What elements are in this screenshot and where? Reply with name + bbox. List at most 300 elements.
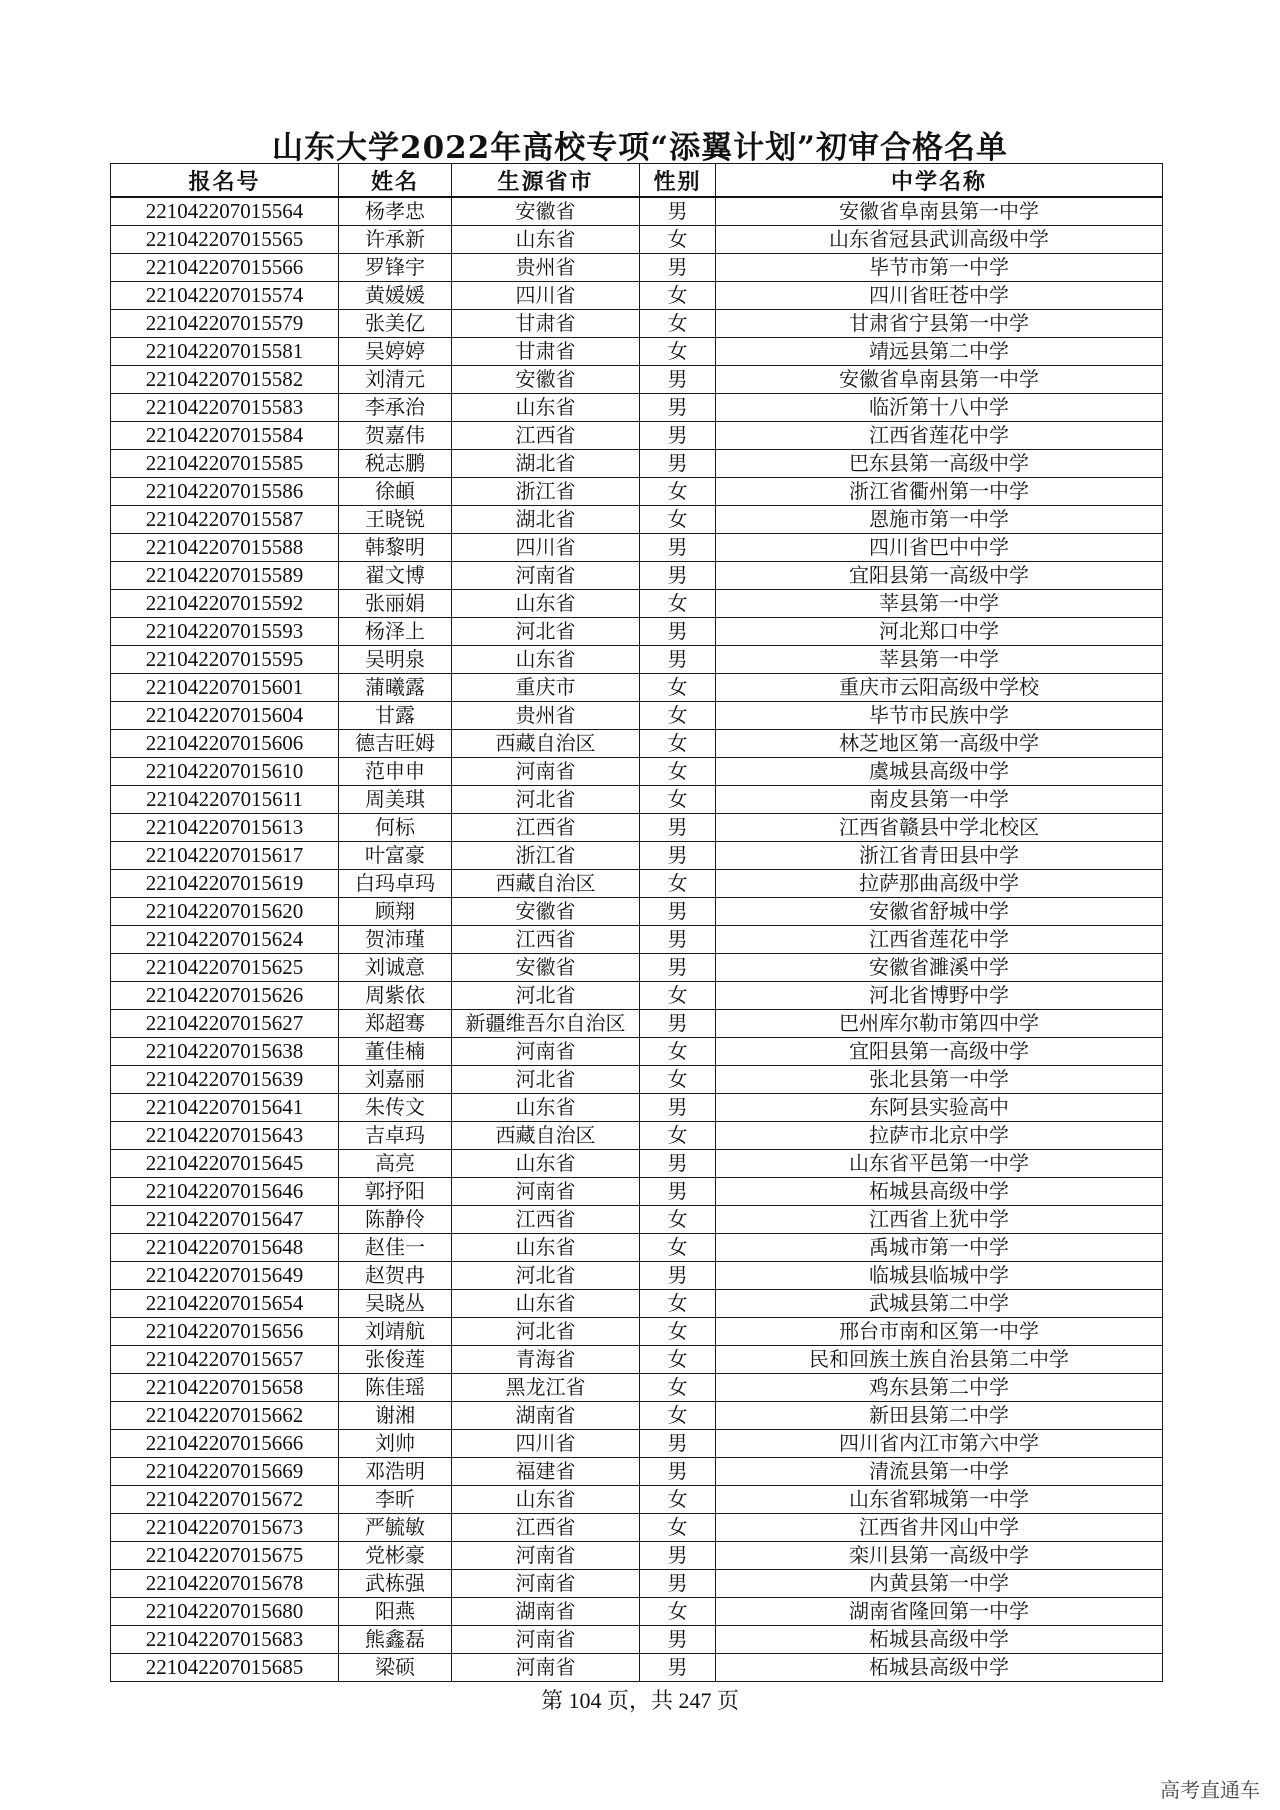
cell-province: 新疆维吾尔自治区 <box>452 1010 640 1038</box>
cell-registration-no: 221042207015627 <box>111 1010 339 1038</box>
table-header-row <box>111 164 1163 198</box>
cell-gender: 女 <box>640 1066 716 1094</box>
cell-province: 山东省 <box>452 590 640 618</box>
cell-name: 梁硕 <box>339 1654 452 1682</box>
cell-name: 税志鹏 <box>339 450 452 478</box>
cell-gender: 女 <box>640 1038 716 1066</box>
watermark: 高考直通车 <box>1160 1778 1260 1802</box>
cell-gender: 男 <box>640 1010 716 1038</box>
cell-registration-no: 221042207015604 <box>111 702 339 730</box>
table-row <box>111 1150 1163 1178</box>
cell-registration-no: 221042207015606 <box>111 730 339 758</box>
cell-registration-no: 221042207015620 <box>111 898 339 926</box>
cell-gender: 女 <box>640 730 716 758</box>
cell-gender: 女 <box>640 1122 716 1150</box>
cell-school: 安徽省濉溪中学 <box>716 954 1163 982</box>
table-row <box>111 786 1163 814</box>
cell-registration-no: 221042207015678 <box>111 1570 339 1598</box>
cell-school: 安徽省舒城中学 <box>716 898 1163 926</box>
cell-name: 刘诚意 <box>339 954 452 982</box>
table-row <box>111 898 1163 926</box>
cell-school: 安徽省阜南县第一中学 <box>716 197 1163 226</box>
cell-name: 陈静伶 <box>339 1206 452 1234</box>
cell-school: 浙江省青田县中学 <box>716 842 1163 870</box>
cell-province: 河南省 <box>452 758 640 786</box>
table-row <box>111 254 1163 282</box>
table-row <box>111 646 1163 674</box>
cell-school: 宜阳县第一高级中学 <box>716 562 1163 590</box>
cell-school: 鸡东县第二中学 <box>716 1374 1163 1402</box>
cell-registration-no: 221042207015589 <box>111 562 339 590</box>
cell-gender: 女 <box>640 758 716 786</box>
cell-name: 谢湘 <box>339 1402 452 1430</box>
table-row <box>111 590 1163 618</box>
cell-registration-no: 221042207015657 <box>111 1346 339 1374</box>
cell-school: 南皮县第一中学 <box>716 786 1163 814</box>
cell-province: 河南省 <box>452 562 640 590</box>
cell-name: 杨孝忠 <box>339 197 452 226</box>
cell-registration-no: 221042207015588 <box>111 534 339 562</box>
table-row <box>111 1458 1163 1486</box>
table-row <box>111 226 1163 254</box>
cell-name: 吴晓丛 <box>339 1290 452 1318</box>
cell-gender: 男 <box>640 394 716 422</box>
cell-gender: 男 <box>640 1542 716 1570</box>
cell-gender: 男 <box>640 926 716 954</box>
cell-gender: 男 <box>640 1626 716 1654</box>
cell-province: 四川省 <box>452 282 640 310</box>
cell-name: 党彬豪 <box>339 1542 452 1570</box>
cell-name: 罗锋宇 <box>339 254 452 282</box>
table-row <box>111 1010 1163 1038</box>
cell-province: 安徽省 <box>452 366 640 394</box>
cell-school: 河北省博野中学 <box>716 982 1163 1010</box>
cell-name: 邓浩明 <box>339 1458 452 1486</box>
cell-registration-no: 221042207015564 <box>111 197 339 226</box>
cell-school: 靖远县第二中学 <box>716 338 1163 366</box>
cell-school: 林芝地区第一高级中学 <box>716 730 1163 758</box>
cell-school: 恩施市第一中学 <box>716 506 1163 534</box>
cell-province: 河南省 <box>452 1570 640 1598</box>
cell-gender: 女 <box>640 786 716 814</box>
cell-name: 何标 <box>339 814 452 842</box>
cell-name: 严毓敏 <box>339 1514 452 1542</box>
cell-province: 河南省 <box>452 1654 640 1682</box>
cell-name: 董佳楠 <box>339 1038 452 1066</box>
cell-registration-no: 221042207015611 <box>111 786 339 814</box>
table-row <box>111 366 1163 394</box>
cell-registration-no: 221042207015583 <box>111 394 339 422</box>
cell-province: 河北省 <box>452 982 640 1010</box>
table-row <box>111 1514 1163 1542</box>
cell-gender: 女 <box>640 1318 716 1346</box>
cell-province: 河北省 <box>452 1318 640 1346</box>
cell-name: 德吉旺姆 <box>339 730 452 758</box>
cell-school: 拉萨市北京中学 <box>716 1122 1163 1150</box>
table-row <box>111 310 1163 338</box>
cell-registration-no: 221042207015669 <box>111 1458 339 1486</box>
cell-gender: 男 <box>640 450 716 478</box>
cell-registration-no: 221042207015624 <box>111 926 339 954</box>
cell-school: 四川省内江市第六中学 <box>716 1430 1163 1458</box>
cell-province: 河北省 <box>452 1262 640 1290</box>
cell-gender: 男 <box>640 1458 716 1486</box>
table-row <box>111 758 1163 786</box>
cell-province: 山东省 <box>452 226 640 254</box>
cell-school: 四川省巴中中学 <box>716 534 1163 562</box>
table-row <box>111 1318 1163 1346</box>
cell-registration-no: 221042207015592 <box>111 590 339 618</box>
cell-school: 临沂第十八中学 <box>716 394 1163 422</box>
table-row <box>111 814 1163 842</box>
table-row <box>111 478 1163 506</box>
cell-name: 张丽娟 <box>339 590 452 618</box>
cell-province: 山东省 <box>452 1290 640 1318</box>
table-row <box>111 982 1163 1010</box>
cell-province: 贵州省 <box>452 254 640 282</box>
table-row <box>111 1486 1163 1514</box>
table-row <box>111 926 1163 954</box>
column-header-gender: 性别 <box>640 164 716 198</box>
cell-gender: 男 <box>640 1094 716 1122</box>
cell-registration-no: 221042207015645 <box>111 1150 339 1178</box>
cell-gender: 男 <box>640 814 716 842</box>
cell-school: 莘县第一中学 <box>716 590 1163 618</box>
cell-school: 巴州库尔勒市第四中学 <box>716 1010 1163 1038</box>
cell-registration-no: 221042207015638 <box>111 1038 339 1066</box>
cell-registration-no: 221042207015595 <box>111 646 339 674</box>
table-row <box>111 422 1163 450</box>
cell-school: 江西省井冈山中学 <box>716 1514 1163 1542</box>
cell-name: 吉卓玛 <box>339 1122 452 1150</box>
cell-province: 贵州省 <box>452 702 640 730</box>
cell-registration-no: 221042207015641 <box>111 1094 339 1122</box>
cell-name: 翟文博 <box>339 562 452 590</box>
cell-gender: 女 <box>640 338 716 366</box>
cell-name: 赵贺冉 <box>339 1262 452 1290</box>
cell-name: 吴明泉 <box>339 646 452 674</box>
cell-school: 四川省旺苍中学 <box>716 282 1163 310</box>
cell-province: 河南省 <box>452 1542 640 1570</box>
column-header-province: 生源省市 <box>452 164 640 198</box>
cell-gender: 男 <box>640 1654 716 1682</box>
cell-registration-no: 221042207015646 <box>111 1178 339 1206</box>
table-row <box>111 562 1163 590</box>
cell-name: 蒲曦露 <box>339 674 452 702</box>
cell-school: 浙江省衢州第一中学 <box>716 478 1163 506</box>
table-row <box>111 1206 1163 1234</box>
cell-registration-no: 221042207015566 <box>111 254 339 282</box>
cell-province: 河北省 <box>452 618 640 646</box>
cell-school: 张北县第一中学 <box>716 1066 1163 1094</box>
cell-name: 熊鑫磊 <box>339 1626 452 1654</box>
cell-school: 毕节市民族中学 <box>716 702 1163 730</box>
cell-name: 黄媛媛 <box>339 282 452 310</box>
cell-registration-no: 221042207015593 <box>111 618 339 646</box>
cell-registration-no: 221042207015662 <box>111 1402 339 1430</box>
cell-school: 临城县临城中学 <box>716 1262 1163 1290</box>
cell-province: 重庆市 <box>452 674 640 702</box>
table-row <box>111 954 1163 982</box>
column-header-registration-no: 报名号 <box>111 164 339 198</box>
cell-school: 山东省平邑第一中学 <box>716 1150 1163 1178</box>
cell-school: 山东省郓城第一中学 <box>716 1486 1163 1514</box>
cell-name: 刘靖航 <box>339 1318 452 1346</box>
page-title: 山东大学2022年高校专项“添翼计划”初审合格名单 <box>272 130 1008 166</box>
cell-province: 河南省 <box>452 1626 640 1654</box>
cell-gender: 女 <box>640 506 716 534</box>
cell-name: 叶富豪 <box>339 842 452 870</box>
cell-province: 西藏自治区 <box>452 730 640 758</box>
cell-name: 刘帅 <box>339 1430 452 1458</box>
cell-registration-no: 221042207015675 <box>111 1542 339 1570</box>
cell-school: 江西省莲花中学 <box>716 422 1163 450</box>
cell-gender: 女 <box>640 1346 716 1374</box>
cell-province: 甘肃省 <box>452 338 640 366</box>
cell-gender: 男 <box>640 954 716 982</box>
table-row <box>111 1290 1163 1318</box>
cell-school: 禹城市第一中学 <box>716 1234 1163 1262</box>
cell-name: 范申申 <box>339 758 452 786</box>
cell-province: 青海省 <box>452 1346 640 1374</box>
cell-name: 贺沛瑾 <box>339 926 452 954</box>
table-row <box>111 1262 1163 1290</box>
cell-name: 郭抒阳 <box>339 1178 452 1206</box>
cell-gender: 女 <box>640 674 716 702</box>
table-row <box>111 1654 1163 1682</box>
cell-registration-no: 221042207015574 <box>111 282 339 310</box>
cell-name: 杨泽上 <box>339 618 452 646</box>
cell-province: 黑龙江省 <box>452 1374 640 1402</box>
cell-name: 高亮 <box>339 1150 452 1178</box>
cell-name: 周紫依 <box>339 982 452 1010</box>
cell-name: 李昕 <box>339 1486 452 1514</box>
cell-school: 山东省冠县武训高级中学 <box>716 226 1163 254</box>
cell-registration-no: 221042207015680 <box>111 1598 339 1626</box>
cell-name: 阳燕 <box>339 1598 452 1626</box>
cell-registration-no: 221042207015585 <box>111 450 339 478</box>
cell-name: 徐頔 <box>339 478 452 506</box>
cell-gender: 女 <box>640 310 716 338</box>
cell-registration-no: 221042207015581 <box>111 338 339 366</box>
cell-registration-no: 221042207015625 <box>111 954 339 982</box>
cell-registration-no: 221042207015582 <box>111 366 339 394</box>
cell-registration-no: 221042207015683 <box>111 1626 339 1654</box>
cell-province: 浙江省 <box>452 478 640 506</box>
cell-name: 白玛卓玛 <box>339 870 452 898</box>
cell-gender: 女 <box>640 1514 716 1542</box>
cell-school: 栾川县第一高级中学 <box>716 1542 1163 1570</box>
cell-school: 江西省赣县中学北校区 <box>716 814 1163 842</box>
cell-school: 拉萨那曲高级中学 <box>716 870 1163 898</box>
table-row <box>111 282 1163 310</box>
cell-name: 韩黎明 <box>339 534 452 562</box>
cell-name: 周美琪 <box>339 786 452 814</box>
candidate-table <box>110 163 1163 1682</box>
cell-registration-no: 221042207015673 <box>111 1514 339 1542</box>
column-header-school: 中学名称 <box>716 164 1163 198</box>
cell-gender: 女 <box>640 1234 716 1262</box>
cell-province: 江西省 <box>452 926 640 954</box>
cell-registration-no: 221042207015586 <box>111 478 339 506</box>
page-number: 第 104 页，共 247 页 <box>540 1688 739 1713</box>
cell-gender: 男 <box>640 618 716 646</box>
cell-gender: 女 <box>640 1374 716 1402</box>
cell-gender: 男 <box>640 254 716 282</box>
table-row <box>111 1570 1163 1598</box>
cell-name: 王晓锐 <box>339 506 452 534</box>
cell-school: 清流县第一中学 <box>716 1458 1163 1486</box>
table-row <box>111 702 1163 730</box>
cell-province: 西藏自治区 <box>452 1122 640 1150</box>
cell-province: 湖北省 <box>452 506 640 534</box>
cell-school: 新田县第二中学 <box>716 1402 1163 1430</box>
cell-province: 四川省 <box>452 1430 640 1458</box>
cell-registration-no: 221042207015601 <box>111 674 339 702</box>
cell-province: 山东省 <box>452 1150 640 1178</box>
cell-gender: 女 <box>640 226 716 254</box>
cell-province: 河南省 <box>452 1038 640 1066</box>
cell-gender: 男 <box>640 422 716 450</box>
cell-name: 张美亿 <box>339 310 452 338</box>
cell-province: 四川省 <box>452 534 640 562</box>
table-row <box>111 842 1163 870</box>
table-body <box>111 197 1163 1682</box>
cell-gender: 女 <box>640 478 716 506</box>
cell-school: 邢台市南和区第一中学 <box>716 1318 1163 1346</box>
cell-registration-no: 221042207015617 <box>111 842 339 870</box>
cell-name: 陈佳瑶 <box>339 1374 452 1402</box>
table-row <box>111 1346 1163 1374</box>
cell-gender: 男 <box>640 534 716 562</box>
cell-school: 柘城县高级中学 <box>716 1178 1163 1206</box>
table-row <box>111 870 1163 898</box>
table-row <box>111 1094 1163 1122</box>
cell-gender: 女 <box>640 1290 716 1318</box>
cell-gender: 女 <box>640 702 716 730</box>
cell-gender: 男 <box>640 1150 716 1178</box>
cell-province: 安徽省 <box>452 954 640 982</box>
cell-school: 毕节市第一中学 <box>716 254 1163 282</box>
cell-registration-no: 221042207015654 <box>111 1290 339 1318</box>
table-row <box>111 730 1163 758</box>
cell-gender: 男 <box>640 646 716 674</box>
cell-registration-no: 221042207015658 <box>111 1374 339 1402</box>
cell-name: 吴婷婷 <box>339 338 452 366</box>
cell-gender: 女 <box>640 590 716 618</box>
cell-registration-no: 221042207015666 <box>111 1430 339 1458</box>
cell-name: 朱传文 <box>339 1094 452 1122</box>
cell-school: 武城县第二中学 <box>716 1290 1163 1318</box>
cell-province: 西藏自治区 <box>452 870 640 898</box>
cell-registration-no: 221042207015647 <box>111 1206 339 1234</box>
cell-province: 河北省 <box>452 1066 640 1094</box>
cell-gender: 男 <box>640 1430 716 1458</box>
cell-gender: 男 <box>640 1178 716 1206</box>
cell-registration-no: 221042207015639 <box>111 1066 339 1094</box>
cell-name: 许承新 <box>339 226 452 254</box>
cell-province: 河南省 <box>452 1178 640 1206</box>
table-row <box>111 197 1163 226</box>
cell-province: 河北省 <box>452 786 640 814</box>
cell-registration-no: 221042207015648 <box>111 1234 339 1262</box>
cell-registration-no: 221042207015643 <box>111 1122 339 1150</box>
cell-gender: 女 <box>640 282 716 310</box>
cell-school: 内黄县第一中学 <box>716 1570 1163 1598</box>
cell-province: 山东省 <box>452 1234 640 1262</box>
cell-school: 河北郑口中学 <box>716 618 1163 646</box>
cell-province: 甘肃省 <box>452 310 640 338</box>
cell-school: 湖南省隆回第一中学 <box>716 1598 1163 1626</box>
cell-name: 刘清元 <box>339 366 452 394</box>
table-row <box>111 1122 1163 1150</box>
cell-name: 甘露 <box>339 702 452 730</box>
table-row <box>111 1542 1163 1570</box>
table-row <box>111 674 1163 702</box>
cell-school: 重庆市云阳高级中学校 <box>716 674 1163 702</box>
cell-registration-no: 221042207015685 <box>111 1654 339 1682</box>
cell-school: 东阿县实验高中 <box>716 1094 1163 1122</box>
cell-school: 江西省莲花中学 <box>716 926 1163 954</box>
cell-registration-no: 221042207015672 <box>111 1486 339 1514</box>
cell-province: 江西省 <box>452 1514 640 1542</box>
cell-gender: 女 <box>640 1402 716 1430</box>
cell-registration-no: 221042207015584 <box>111 422 339 450</box>
cell-registration-no: 221042207015656 <box>111 1318 339 1346</box>
cell-province: 浙江省 <box>452 842 640 870</box>
cell-gender: 男 <box>640 842 716 870</box>
table-row <box>111 1038 1163 1066</box>
cell-registration-no: 221042207015649 <box>111 1262 339 1290</box>
table-row <box>111 394 1163 422</box>
cell-gender: 男 <box>640 562 716 590</box>
cell-school: 巴东县第一高级中学 <box>716 450 1163 478</box>
table-row <box>111 1066 1163 1094</box>
cell-gender: 女 <box>640 1206 716 1234</box>
cell-school: 虞城县高级中学 <box>716 758 1163 786</box>
cell-province: 湖南省 <box>452 1598 640 1626</box>
cell-name: 武栋强 <box>339 1570 452 1598</box>
cell-registration-no: 221042207015587 <box>111 506 339 534</box>
cell-province: 山东省 <box>452 1486 640 1514</box>
cell-registration-no: 221042207015626 <box>111 982 339 1010</box>
cell-name: 李承治 <box>339 394 452 422</box>
table-row <box>111 506 1163 534</box>
table-row <box>111 534 1163 562</box>
table-row <box>111 450 1163 478</box>
column-header-name: 姓名 <box>339 164 452 198</box>
cell-gender: 男 <box>640 197 716 226</box>
cell-gender: 女 <box>640 870 716 898</box>
table-row <box>111 338 1163 366</box>
cell-province: 福建省 <box>452 1458 640 1486</box>
cell-school: 安徽省阜南县第一中学 <box>716 366 1163 394</box>
cell-province: 湖北省 <box>452 450 640 478</box>
cell-gender: 男 <box>640 1262 716 1290</box>
cell-registration-no: 221042207015579 <box>111 310 339 338</box>
cell-name: 顾翔 <box>339 898 452 926</box>
cell-province: 山东省 <box>452 646 640 674</box>
table-row <box>111 1234 1163 1262</box>
cell-province: 江西省 <box>452 814 640 842</box>
table-row <box>111 1598 1163 1626</box>
cell-registration-no: 221042207015610 <box>111 758 339 786</box>
cell-registration-no: 221042207015565 <box>111 226 339 254</box>
cell-name: 贺嘉伟 <box>339 422 452 450</box>
cell-province: 湖南省 <box>452 1402 640 1430</box>
cell-school: 江西省上犹中学 <box>716 1206 1163 1234</box>
cell-school: 莘县第一中学 <box>716 646 1163 674</box>
